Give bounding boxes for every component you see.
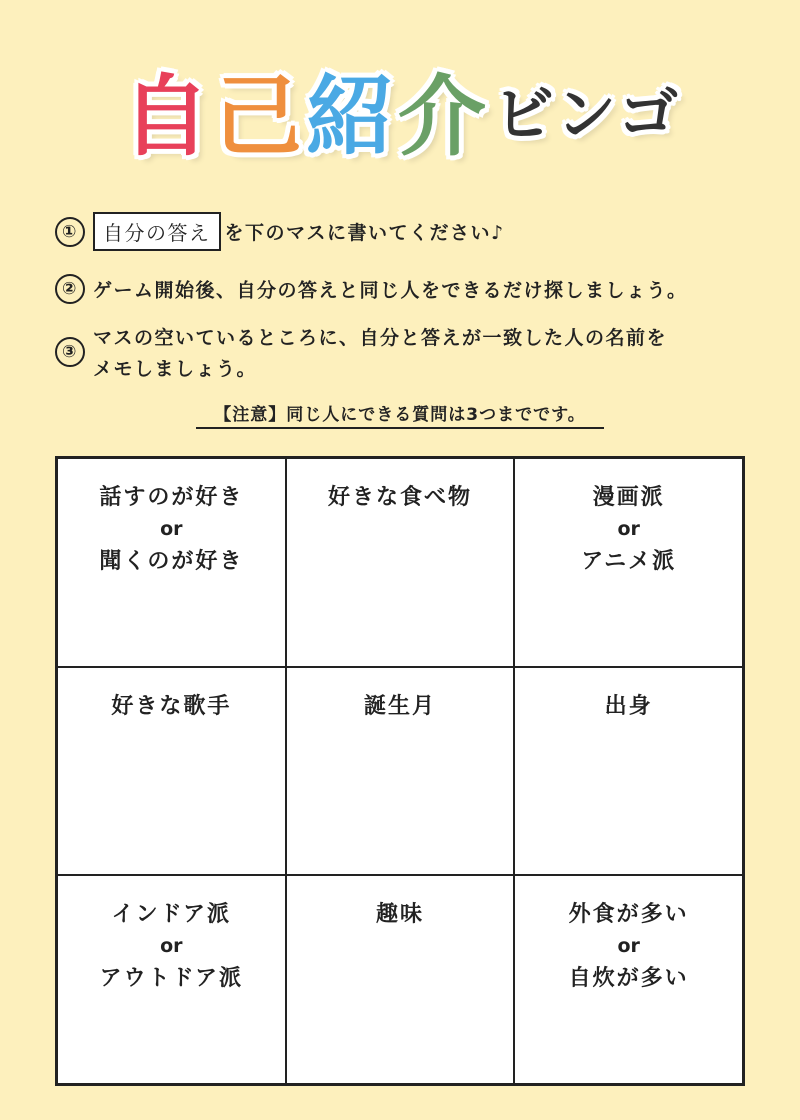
answer-box-label: 自分の答え (93, 212, 221, 251)
instruction-3 (55, 323, 667, 386)
notice (0, 400, 800, 425)
instruction-2 (55, 274, 688, 304)
cell-line-1: 好きな歌手 (111, 693, 232, 719)
bingo-cell[interactable] (57, 875, 286, 1084)
bingo-cell[interactable] (286, 875, 515, 1084)
page-title (0, 55, 800, 168)
instruction-text-line-2: メモしましょう。 (93, 358, 258, 381)
bingo-cell[interactable] (514, 875, 743, 1084)
title-char-4: 介 (398, 65, 487, 168)
instruction-text: ゲーム開始後、自分の答えと同じ人をできるだけ探しましょう。 (93, 279, 688, 302)
cell-line-2: or (160, 518, 183, 541)
bingo-cell[interactable] (514, 667, 743, 876)
cell-line-3: アニメ派 (581, 548, 677, 574)
cell-line-2: or (160, 935, 183, 958)
instruction-text-line-1: マスの空いているところに、自分と答えが一致した人の名前を (93, 327, 668, 349)
step-number: ③ (55, 337, 85, 367)
title-suffix: ビンゴ (494, 80, 681, 150)
bingo-cell[interactable] (57, 458, 286, 667)
cell-line-2: or (617, 518, 640, 541)
cell-line-3: 聞くのが好き (99, 548, 244, 574)
bingo-cell[interactable] (286, 458, 515, 667)
cell-line-1: 話すのが好き (99, 485, 244, 510)
bingo-cell[interactable] (286, 667, 515, 876)
instruction-text: を下のマスに書いてください♪ (224, 222, 505, 244)
cell-line-1: 出身 (604, 693, 653, 719)
title-char-1: 自 (121, 65, 210, 168)
title-char-2: 己 (213, 65, 302, 168)
cell-line-2: or (617, 935, 640, 958)
cell-line-3: アウトドア派 (99, 965, 243, 991)
cell-line-1: 外食が多い (568, 902, 689, 928)
cell-line-1: 趣味 (375, 902, 424, 928)
bingo-grid (55, 456, 745, 1086)
cell-line-3: 自炊が多い (568, 965, 689, 991)
notice-text: 【注意】同じ人にできる質問は3つまでです。 (196, 405, 603, 429)
cell-line-1: 誕生月 (363, 693, 436, 719)
step-number: ② (55, 274, 85, 304)
instruction-1 (55, 212, 505, 251)
title-char-3: 紹 (306, 65, 395, 168)
cell-line-1: 漫画派 (592, 485, 665, 510)
step-number: ① (55, 217, 85, 247)
bingo-cell[interactable] (514, 458, 743, 667)
cell-line-1: インドア派 (111, 902, 231, 928)
cell-line-1: 好きな食べ物 (327, 485, 472, 510)
bingo-cell[interactable] (57, 667, 286, 876)
